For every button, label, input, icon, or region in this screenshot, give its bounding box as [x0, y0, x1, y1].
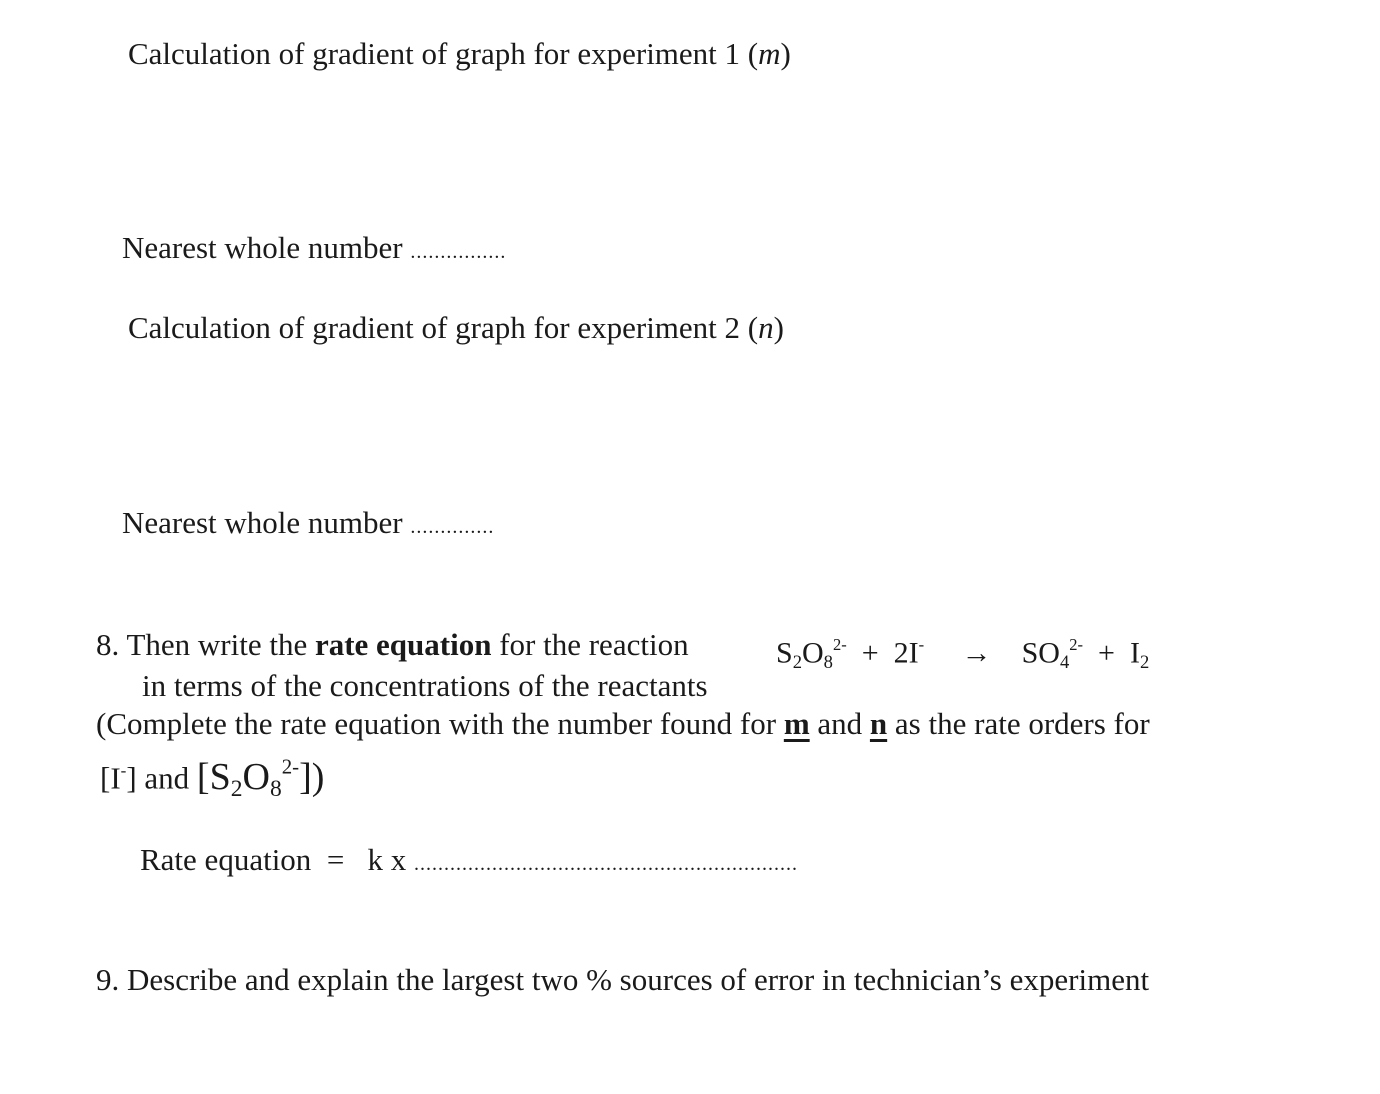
rate-equation-row: Rate equation = k x ................................................................ [140, 842, 799, 877]
exp1-nearest-label: Nearest whole number [122, 230, 403, 265]
exp2-nearest-row [122, 503, 494, 547]
exp2-variable: n [758, 310, 774, 345]
q8-line2: in terms of the concentrations of the reactants [142, 668, 708, 703]
rate-equation-label: Rate equation [140, 842, 312, 877]
exp1-answer-blank[interactable]: ................ [410, 241, 507, 263]
order-m: m [783, 706, 810, 741]
reaction-arrow-icon: → [961, 636, 992, 670]
exp1-nearest-row [122, 228, 506, 272]
q8-line4: [I-] and $[S_2O_8^{2-}]$) [100, 754, 325, 802]
exp1-variable: m [758, 36, 781, 71]
exp1-title: Calculation of gradient of graph for experiment 1 (m) [128, 36, 791, 71]
reaction-equation: $S_2O_8^{2-} + 2I^-$ → $SO_4^{2-} + I_2$ [776, 635, 1150, 673]
q8-bold-term: rate equation [314, 627, 492, 662]
order-n: n [869, 706, 888, 741]
q9-text: 9. Describe and explain the largest two % sources of error in technician’s experiment [96, 962, 1150, 997]
exp2-title: Calculation of gradient of graph for experiment 2 (n) [128, 310, 784, 345]
rate-equation-blank[interactable]: ................................................................ [414, 853, 799, 875]
q8-line1: 8. Then write the rate equation for the reaction [96, 627, 689, 662]
persulfate-concentration: $[S_2O_8^{2-}]$) [196, 754, 325, 802]
exp2-answer-blank[interactable]: .............. [410, 516, 495, 538]
q8-line3: (Complete the rate equation with the number found for m and n as the rate orders for [96, 706, 1150, 741]
exp2-nearest-label: Nearest whole number [122, 505, 403, 540]
